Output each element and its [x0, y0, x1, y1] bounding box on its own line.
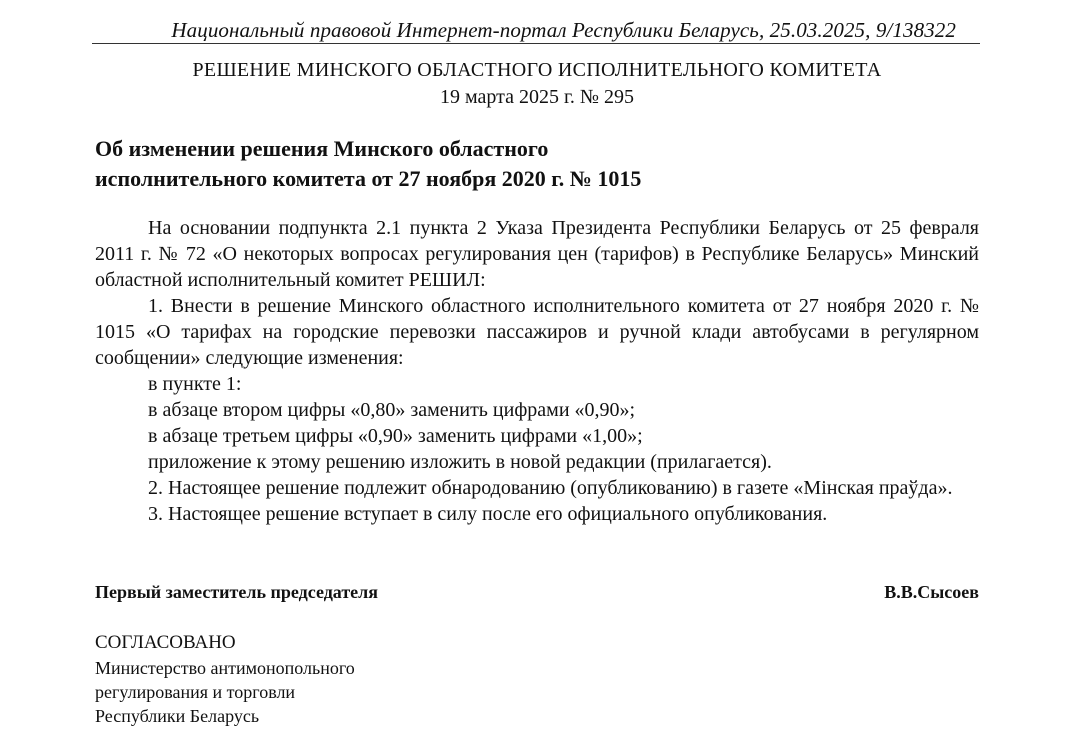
agreed-title: СОГЛАСОВАНО [95, 632, 236, 653]
paragraph-item-1-appendix: приложение к этому решению изложить в новой редакции (прилагается). [148, 451, 772, 473]
paragraph-item-1: 1. Внести в решение Минского областного исполнительного комитета от 27 ноября 2020 г. № 1015 «О тарифах на городские перевозки пассажиров и ручной клади автобусами в регулярном сообщении» следующие изменения: [95, 295, 979, 369]
paragraph-preamble: На основании подпункта 2.1 пункта 2 Указа Президента Республики Беларусь от 25 февраля 2011 г. № 72 «О некоторых вопросах регулирования цен (тарифов) в Республике Беларусь» Минский областной исполнительный комитет РЕШИЛ: [95, 217, 979, 291]
document-body [95, 215, 979, 527]
document-type: РЕШЕНИЕ МИНСКОГО ОБЛАСТНОГО ИСПОЛНИТЕЛЬНОГО КОМИТЕТА [192, 59, 882, 81]
document-title [95, 134, 979, 194]
portal-header: Национальный правовой Интернет-портал Республики Беларусь, 25.03.2025, 9/138322 [92, 16, 980, 44]
paragraph-item-1-change-b: в абзаце третьем цифры «0,90» заменить цифрами «1,00»; [148, 425, 643, 447]
paragraph-item-3: 3. Настоящее решение вступает в силу после его официального опубликования. [148, 503, 828, 525]
paragraph-item-2: 2. Настоящее решение подлежит обнародованию (опубликованию) в газете «Мінская праўда». [148, 477, 953, 499]
paragraph-item-1-change-a: в абзаце втором цифры «0,80» заменить цифрами «0,90»; [148, 399, 636, 421]
agreed-block [95, 630, 595, 728]
agreed-org-line: Министерство антимонопольного [95, 658, 355, 678]
agreed-org-line: регулирования и торговли [95, 682, 296, 702]
document-title-line: Об изменении решения Минского областного [95, 136, 549, 161]
document-date-number: 19 марта 2025 г. № 295 [439, 86, 635, 108]
signature-block [95, 580, 979, 604]
signatory-position: Первый заместитель председателя [95, 582, 379, 602]
paragraph-item-1-point: в пункте 1: [148, 373, 242, 395]
agreed-org-line: Республики Беларусь [95, 706, 260, 726]
signatory-name: В.В.Сысоев [884, 582, 979, 602]
document-title-line: исполнительного комитета от 27 ноября 2020 г. № 1015 [95, 166, 642, 191]
